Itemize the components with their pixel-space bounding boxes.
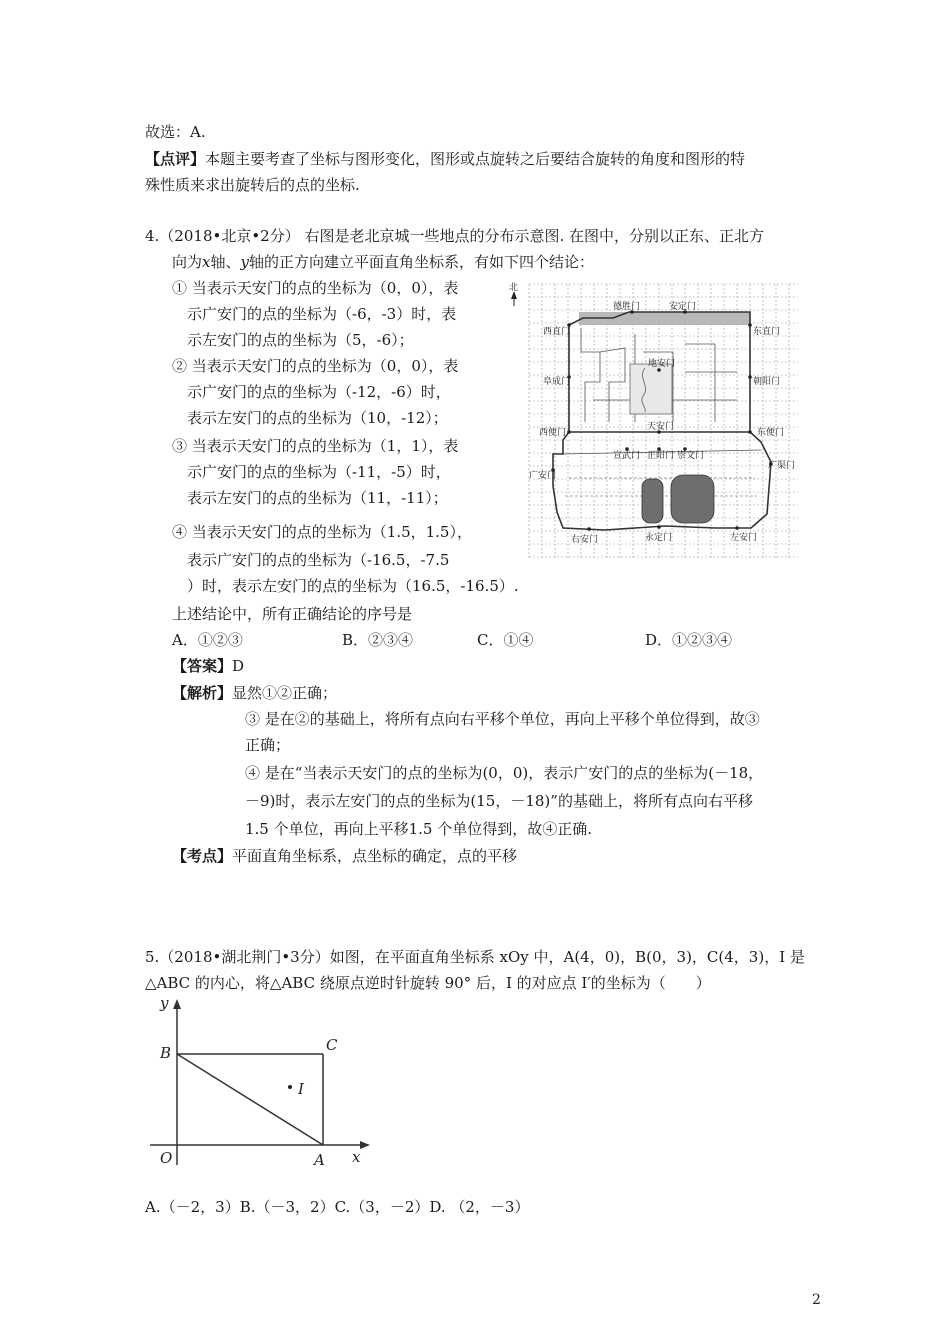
analysis-5: －9)时，表示左安门的点的坐标为(15，－18)”的基础上，将所有点向右平移 xyxy=(245,792,753,810)
q4-stem-a: 向为 xyxy=(172,253,203,271)
s2-l1: ② 当表示天安门的点的坐标为（0，0），表 xyxy=(172,357,459,375)
label-andingmen: 安定门 xyxy=(669,302,697,312)
s1-l3: 示左安门的点的坐标为（5，-6）； xyxy=(187,331,414,349)
comment-tag: 【点评】 xyxy=(145,150,206,168)
label-dongbianmen: 东便门 xyxy=(757,428,785,438)
topic-tag: 【考点】 xyxy=(172,847,233,865)
q4-stem-b: 轴、 xyxy=(210,253,241,271)
label-yongdingmen: 永定门 xyxy=(645,533,673,543)
analysis-4: ④ 是在“当表示天安门的点的坐标为(0，0)，表示广安门的点的坐标为(－18， xyxy=(245,764,764,782)
label-guanganmen: 广安门 xyxy=(529,471,557,481)
analysis-6: 1.5 个单位，再向上平移1.5 个单位得到，故④正确. xyxy=(245,820,593,838)
label-chongwenmen: 崇文门 xyxy=(677,451,705,461)
analysis-tag: 【解析】 xyxy=(172,684,233,702)
comment-line2: 殊性质来求出旋转后的点的坐标. xyxy=(145,176,360,194)
q4-option-c: C．①④ xyxy=(477,631,534,649)
q4-stem-line2 xyxy=(172,252,594,272)
prev-comment xyxy=(145,149,745,169)
analysis-2: ③ 是在②的基础上，将所有点向右平移个单位，再向上平移个单位得到，故③ xyxy=(245,710,760,728)
s2-l3: 表示左安门的点的坐标为（10，-12）； xyxy=(187,409,448,427)
graph-label-a: A xyxy=(314,1151,325,1169)
label-fuchengmen: 阜成门 xyxy=(543,377,571,387)
beijing-map-figure xyxy=(505,282,800,560)
graph-label-y: y xyxy=(160,995,169,1012)
answer-value: D xyxy=(232,657,245,675)
q4-option-a: A．①②③ xyxy=(172,631,243,649)
prev-choice: 故选：A. xyxy=(145,123,206,141)
analysis-1: 显然①②正确； xyxy=(232,684,338,702)
point-i xyxy=(288,1085,292,1089)
graph-label-o: O xyxy=(160,1149,173,1167)
q4-topic xyxy=(172,846,517,866)
label-dianmen: 地安门 xyxy=(648,359,676,369)
x-var: x xyxy=(202,253,211,271)
label-zhengyangmen: 正阳门 xyxy=(647,451,675,461)
page-number: 2 xyxy=(812,1292,821,1308)
label-zuoanmen: 左安门 xyxy=(730,533,758,543)
s4-l2: 表示广安门的点的坐标为（-16.5，-7.5 xyxy=(187,551,450,569)
q4-option-d: D．①②③④ xyxy=(645,631,733,649)
label-xibianmen: 西便门 xyxy=(539,428,567,438)
label-deshengmen: 德胜门 xyxy=(613,302,641,312)
s1-l2: 示广安门的点的坐标为（-6，-3）时，表 xyxy=(187,305,457,323)
s4-l1: ④ 当表示天安门的点的坐标为（1.5，1.5）， xyxy=(172,523,472,541)
s3-l2: 示广安门的点的坐标为（-11，-5）时， xyxy=(187,463,451,481)
graph-label-i: I xyxy=(298,1080,304,1098)
coordinate-graph-figure xyxy=(140,995,380,1170)
label-dongzhimen: 东直门 xyxy=(753,327,781,337)
s3-l3: 表示左安门的点的坐标为（11，-11）； xyxy=(187,489,448,507)
s1-l1: ① 当表示天安门的点的坐标为（0，0），表 xyxy=(172,279,459,297)
comment-line1: 本题主要考查了坐标与图形变化，图形或点旋转之后要结合旋转的角度和图形的特 xyxy=(205,150,746,168)
analysis-3: 正确； xyxy=(245,736,291,754)
graph-label-b: B xyxy=(160,1044,172,1062)
q4-analysis-1 xyxy=(172,683,337,703)
label-youanmen: 右安门 xyxy=(571,535,599,545)
y-axis-arrow-icon xyxy=(173,999,181,1009)
y-var: y xyxy=(240,253,249,271)
q5-stem-line2: △ABC 的内心，将△ABC 绕原点逆时针旋转 90° 后，I 的对应点 I′的坐标为（ ） xyxy=(145,974,711,992)
label-xuanwumen: 宣武门 xyxy=(613,451,641,461)
s3-l1: ③ 当表示天安门的点的坐标为（1，1），表 xyxy=(172,437,459,455)
s2-l2: 示广安门的点的坐标为（-12，-6）时， xyxy=(187,383,451,401)
label-xizhimen: 西直门 xyxy=(543,327,571,337)
q4-stem-line1: 4.（2018•北京•2分） 右图是老北京城一些地点的分布示意图. 在图中，分别以正东、正北方 xyxy=(145,227,765,245)
segment-ba xyxy=(177,1054,323,1145)
graph-label-c: C xyxy=(326,1036,338,1054)
north-arrow-icon xyxy=(511,291,517,306)
s4-l3: ）时，表示左安门的点的坐标为（16.5，-16.5）. xyxy=(187,577,519,595)
label-tiananmen: 天安门 xyxy=(647,422,675,432)
topic-text: 平面直角坐标系，点坐标的确定，点的平移 xyxy=(232,847,518,865)
label-guangqumen: 广渠门 xyxy=(768,461,796,471)
q4-answer xyxy=(172,656,244,676)
q4-question: 上述结论中，所有正确结论的序号是 xyxy=(172,605,413,623)
label-chaoyangmen: 朝阳门 xyxy=(753,377,781,387)
x-axis-arrow-icon xyxy=(360,1141,370,1149)
q4-stem-c: 轴的正方向建立平面直角坐标系，有如下四个结论： xyxy=(248,253,594,271)
q5-options: A.（－2，3）B.（－3，2）C.（3，－2）D. （2，－3） xyxy=(145,1198,530,1216)
q4-option-b: B．②③④ xyxy=(342,631,414,649)
answer-tag: 【答案】 xyxy=(172,657,233,675)
outer-city-outline xyxy=(553,432,771,530)
graph-label-x: x xyxy=(352,1148,361,1166)
q5-stem-line1: 5.（2018•湖北荆门•3分）如图，在平面直角坐标系 xOy 中，A(4，0)，B(0，3)，C(4，3)，I 是 xyxy=(145,948,805,966)
north-label: 北 xyxy=(509,283,519,293)
